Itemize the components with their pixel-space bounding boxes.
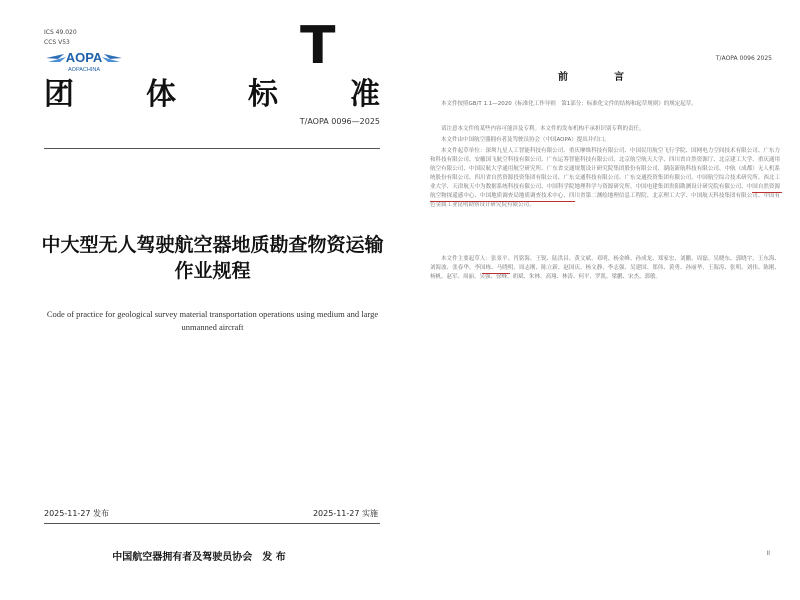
foreword-paragraph: 本文件按照GB/T 1.1—2020《标准化工作导则 第1部分：标准化文件的结构和起草规则》的规定起草。: [441, 101, 697, 107]
standard-type-heading: [44, 78, 380, 112]
standard-type-char: 团: [44, 77, 74, 112]
red-underline-mark: [430, 201, 575, 202]
red-underline-mark: [482, 273, 510, 274]
publish-date: 2025-11-27 发布: [44, 509, 110, 518]
logo-subtext: AOPACHINA: [68, 67, 100, 73]
aopa-logo-icon: [44, 46, 124, 76]
ccs-code: CCS V53: [44, 39, 70, 46]
logo-text: AOPA: [65, 50, 103, 65]
standard-letter: T: [300, 16, 336, 76]
ics-code: ICS 49.020: [44, 29, 77, 36]
standard-title-cn: 中大型无人驾驶航空器地质勘查物资运输作业规程: [41, 234, 384, 282]
standard-title-en: Code of practice for geological survey material transportation operations using medium and large unmanned aircraft: [46, 309, 379, 332]
divider-bottom: [44, 523, 380, 524]
aopa-logo: [44, 46, 124, 76]
standard-type-char: 准: [350, 77, 380, 112]
foreword-paragraph: 本文件主要起草人：张景平、肖铭海、王锐、陆洪昌、黄文斌、邓明、杨金峰、孙成龙、郑家宏、刘鹏、周磊、吴晓东、郭晓宇、王东海、刘海波、张春华、李国栋、马晓明、周志刚、陈立新、赵国庆、杨文静、李志强、吴建国、郑伟、黄勇、孙丽华、王海涛、张明、刘伟、陈刚、杨帆、赵军、周丽、吴强、徐峰、胡斌、朱林、高翔、林涛、何平、罗凯、梁鹏、宋杰、郭敏。: [430, 256, 780, 280]
standard-type-char: 体: [146, 77, 176, 112]
divider-top: [44, 148, 380, 149]
foreword-paragraph: 请注意本文件的某些内容可能涉及专利。本文件的发布机构不承担识别专利的责任。: [441, 126, 645, 132]
page-number: II: [766, 550, 770, 557]
publisher: 中国航空器拥有者及驾驶员协会 发 布: [112, 552, 286, 563]
standard-type-char: 标: [248, 77, 278, 112]
foreword-paragraph: 本文件由中国航空器拥有者及驾驶员协会（中国AOPA）提出并归口。: [441, 137, 610, 143]
red-underline-mark: [752, 192, 782, 193]
foreword-page: [400, 0, 800, 600]
implement-date: 2025-11-27 实施: [312, 509, 378, 518]
page-header-code: T/AOPA 0096 2025: [715, 55, 772, 62]
classification-codes: [44, 28, 77, 48]
foreword-paragraph: 本文件起草单位：深圳九星人工智能科技有限公司、重庆摩维科技有限公司、中国民用航空飞行学院、国网电力空间技术有限公司、广东力和科技有限公司、安徽国飞航空科技有限公司、广东运筹智能科技有限公司、北京航空航天大学、四川省自然资源厅、北京建工大学、重庆通用航空有限公司、中国民航大学通用航空研究所、广东省交通规划设计研究院集团股份有限公司、湖南新航科技有限公司、中航（成都）无人机系统股份有限公司、四川省自然资源投资集团有限公司、广东交通科技有限公司、广东交通投资集团有限公司、中国航空综合技术研究所、西北工业大学、天津航天中为数据系统科技有限公司、中国科学院地理科学与资源研究所、中国电建集团贵阳勘测设计研究院有限公司、中国自然资源航空物探遥感中心、中国地质调查局地质调查技术中心、四川省第二测绘地理信息工程院、北京理工大学、中国航天科技集团有限公司、中国有色金属工业昆明勘察设计研究院有限公司。: [430, 148, 780, 208]
foreword-title: 前 言: [558, 72, 642, 83]
standard-number: T/AOPA 0096—2025: [299, 117, 380, 126]
